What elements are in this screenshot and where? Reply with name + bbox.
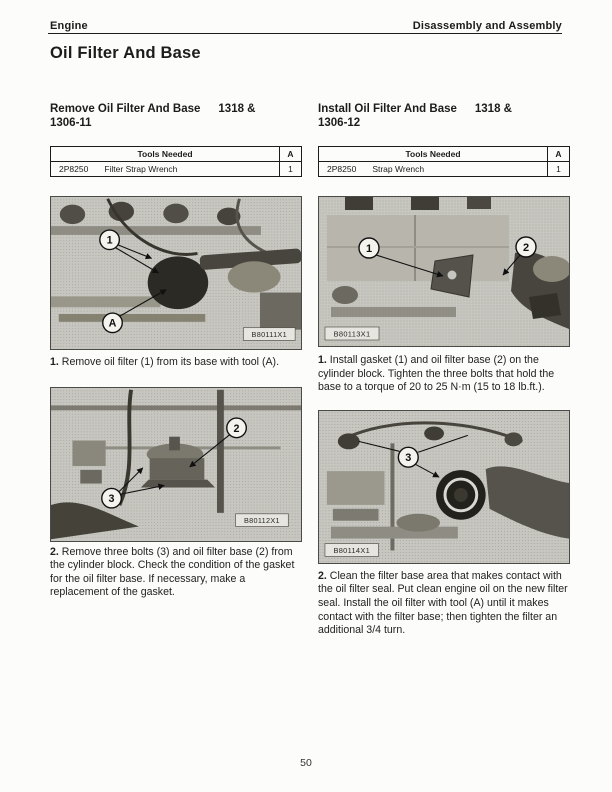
tool-qty: 1	[280, 162, 302, 177]
step-install-1	[318, 354, 570, 395]
svg-text:2: 2	[522, 242, 530, 254]
step-remove-2	[50, 546, 302, 600]
header-rule	[48, 33, 562, 34]
page-number: 50	[300, 757, 312, 769]
step-text: Clean the filter base area that makes contact with the oil filter seal. Put clean engine oil on the new filter seal. Install the oil filter with tool (A) until it makes contact with the filter base; then tighten the filter an additional 3/4 turn.	[318, 569, 568, 637]
figure-remove-filter	[50, 196, 302, 350]
callout-3-badge	[102, 488, 122, 508]
tools-needed-table	[318, 146, 570, 177]
tool-name: Filter Strap Wrench	[104, 164, 178, 174]
qty-column-header: A	[548, 147, 570, 162]
tool-cell	[319, 162, 548, 177]
header-section-right: Disassembly and Assembly	[412, 20, 562, 32]
tools-needed-header: Tools Needed	[319, 147, 548, 162]
figure-id-label	[325, 327, 379, 340]
table-row	[51, 162, 302, 177]
svg-text:1: 1	[365, 243, 373, 255]
tool-qty: 1	[548, 162, 570, 177]
figure-id-label	[236, 513, 289, 526]
section-heading-remove	[50, 102, 302, 130]
qty-column-header: A	[280, 147, 302, 162]
callout-2-badge	[516, 237, 536, 257]
step-text: Install gasket (1) and oil filter base (2) on the cylinder block. Tighten the three bolts that hold the base to a torque of 20 to 25 N·m (15 to 18 lb.ft.).	[318, 354, 555, 394]
section-ref-code-2: 1306-12	[318, 117, 361, 129]
engine-photo	[51, 197, 301, 349]
svg-text:B80112X1: B80112X1	[243, 515, 280, 525]
svg-text:2: 2	[233, 422, 240, 435]
figure-id-label	[243, 328, 295, 341]
step-number: 2.	[318, 569, 327, 582]
section-heading-install	[318, 102, 570, 130]
callout-2-badge	[227, 418, 247, 438]
tools-needed-table	[50, 146, 302, 177]
header-section-left: Engine	[50, 20, 88, 32]
table-row	[319, 162, 570, 177]
page-title: Oil Filter And Base	[50, 44, 201, 62]
step-remove-1	[50, 356, 302, 370]
figure-id-label	[325, 543, 379, 556]
step-number: 2.	[50, 545, 59, 558]
svg-text:3: 3	[405, 451, 412, 464]
callout-3-badge	[398, 447, 418, 467]
step-install-2	[318, 570, 570, 638]
tool-name: Strap Wrench	[372, 164, 425, 174]
engine-photo	[319, 411, 569, 563]
tools-needed-header: Tools Needed	[51, 147, 280, 162]
step-number: 1.	[318, 354, 327, 366]
engine-photo	[319, 197, 569, 346]
callout-A-badge	[103, 313, 123, 333]
tool-part-number: 2P8250	[327, 164, 357, 174]
section-heading-title: Remove Oil Filter And Base	[50, 103, 201, 115]
figure-install-base	[318, 196, 570, 347]
callout-1-badge	[359, 238, 379, 258]
column-install	[318, 102, 570, 638]
svg-text:B80114X1: B80114X1	[333, 545, 371, 555]
table-header-row	[319, 147, 570, 162]
figure-remove-base	[50, 387, 302, 542]
figure-install-filter	[318, 410, 570, 564]
svg-text:3: 3	[108, 492, 115, 505]
tool-cell	[51, 162, 280, 177]
section-heading-title: Install Oil Filter And Base	[318, 103, 457, 115]
tool-part-number: 2P8250	[59, 164, 89, 174]
section-ref-code: 1318 &	[474, 103, 512, 115]
column-remove	[50, 102, 302, 600]
section-ref-code: 1318 &	[218, 103, 256, 115]
svg-text:B80113X1: B80113X1	[333, 329, 371, 339]
step-text: Remove oil filter (1) from its base with tool (A).	[61, 356, 280, 368]
step-text: Remove three bolts (3) and oil filter base (2) from the cylinder block. Check the condition of the gasket for the oil filter base. If necessary, make a replacement of the gasket.	[50, 545, 295, 599]
callout-1-badge	[100, 230, 120, 250]
section-ref-code-2: 1306-11	[50, 117, 92, 129]
table-header-row	[51, 147, 302, 162]
svg-text:A: A	[108, 317, 117, 330]
svg-text:1: 1	[106, 234, 113, 247]
svg-text:B80111X1: B80111X1	[251, 329, 287, 339]
engine-photo	[51, 388, 301, 541]
step-number: 1.	[50, 356, 59, 368]
